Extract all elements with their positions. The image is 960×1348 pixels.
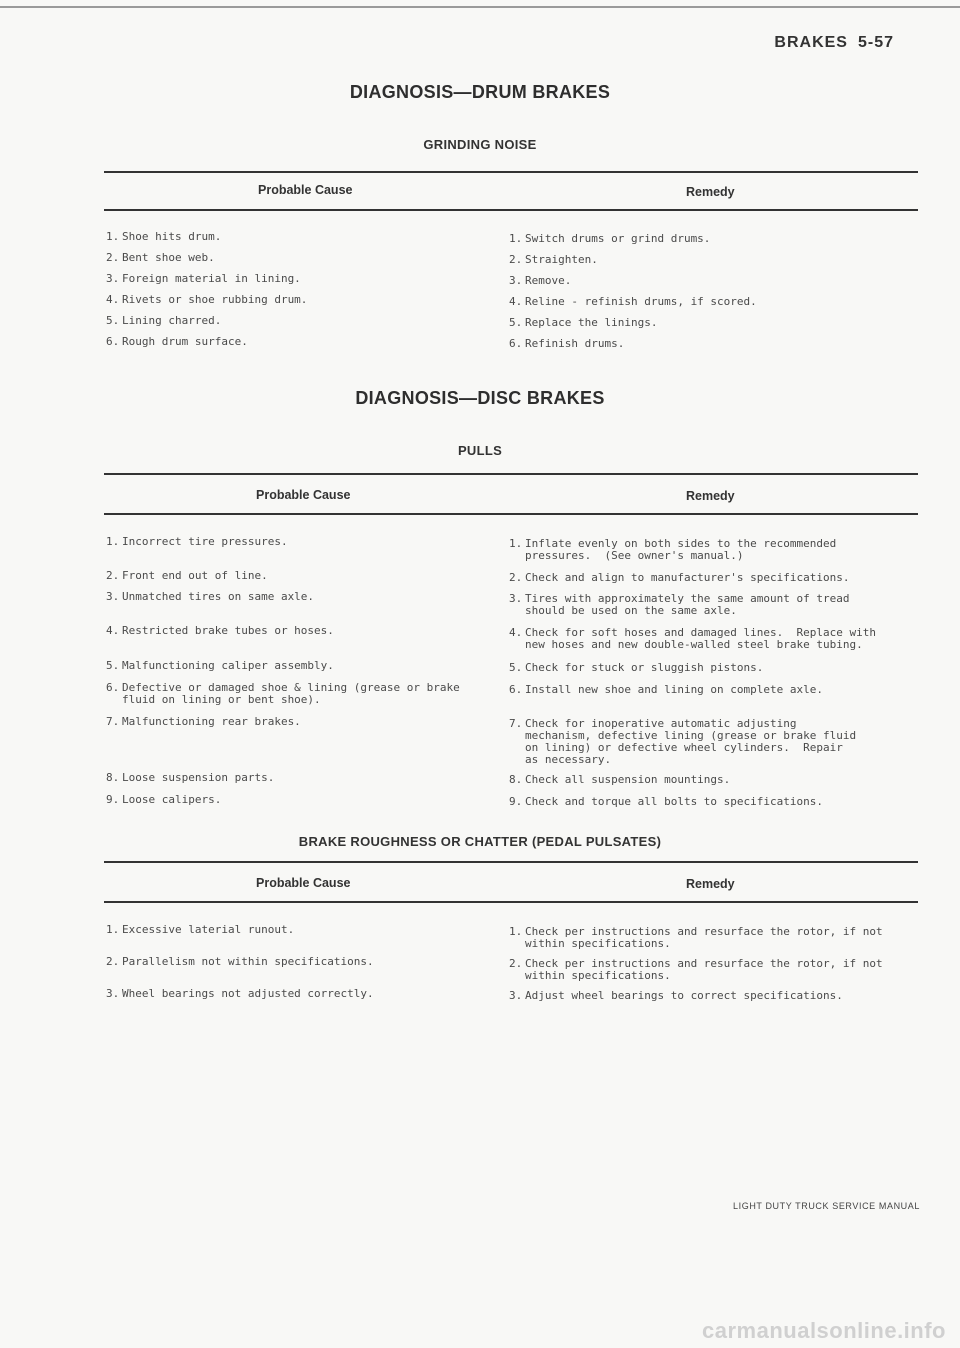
list-item [106, 794, 221, 806]
item-text: Malfunctioning rear brakes. [122, 715, 301, 728]
list-item [509, 627, 876, 651]
top-rule [0, 6, 960, 8]
pulls-subtitle: PULLS [457, 443, 503, 458]
drum-header-rule [104, 209, 918, 211]
list-item [509, 684, 823, 696]
item-text: Wheel bearings not adjusted correctly. [122, 987, 374, 1000]
item-number: 4. [509, 626, 523, 639]
item-text: Switch drums or grind drums. [525, 232, 711, 245]
drum-cause-header: Probable Cause [258, 183, 353, 197]
item-number: 8. [106, 771, 120, 784]
item-number: 7. [106, 715, 120, 728]
item-number: 6. [509, 337, 523, 350]
list-item [509, 958, 883, 982]
item-text: Excessive laterial runout. [122, 923, 295, 936]
item-text: Loose calipers. [122, 793, 222, 806]
list-item [106, 315, 221, 327]
item-text: Shoe hits drum. [122, 230, 222, 243]
list-item [509, 593, 850, 617]
list-item [106, 591, 314, 603]
item-text: Remove. [525, 274, 572, 287]
item-number: 2. [509, 571, 523, 584]
item-number: 3. [509, 274, 523, 287]
roughness-header-rule [104, 901, 918, 903]
item-text: Install new shoe and lining on complete axle. [525, 683, 824, 696]
drum-top-rule [104, 171, 918, 173]
header-page-number: 5-57 [857, 34, 894, 51]
list-item [106, 252, 215, 264]
item-number: 1. [509, 537, 523, 550]
page-header [764, 34, 894, 52]
item-text: Unmatched tires on same axle. [122, 590, 315, 603]
item-text: Front end out of line. [122, 569, 268, 582]
roughness-remedy-header: Remedy [686, 877, 735, 891]
drum-remedy-header: Remedy [686, 185, 735, 199]
item-number: 2. [509, 253, 523, 266]
item-number: 1. [106, 535, 120, 548]
item-number: 5. [106, 659, 120, 672]
item-number: 2. [106, 251, 120, 264]
item-text: Parallelism not within specifications. [122, 955, 374, 968]
list-item [106, 924, 294, 936]
item-text: Check and align to manufacturer's specifications. [525, 571, 850, 584]
item-text: Adjust wheel bearings to correct specifications. [525, 989, 843, 1002]
list-item [106, 336, 248, 348]
item-text: Restricted brake tubes or hoses. [122, 624, 334, 637]
item-number: 3. [509, 989, 523, 1002]
item-text: Bent shoe web. [122, 251, 215, 264]
drum-subtitle: GRINDING NOISE [423, 137, 537, 152]
item-number: 2. [106, 955, 120, 968]
pulls-header-rule [104, 513, 918, 515]
item-text: Rough drum surface. [122, 335, 248, 348]
item-text: Check and torque all bolts to specifications. [525, 795, 824, 808]
item-text: Reline - refinish drums, if scored. [525, 295, 757, 308]
list-item [106, 716, 301, 728]
item-text: Foreign material in lining. [122, 272, 301, 285]
item-number: 2. [509, 957, 523, 970]
item-number: 6. [106, 335, 120, 348]
item-number: 6. [509, 683, 523, 696]
item-text: Malfunctioning caliper assembly. [122, 659, 334, 672]
list-item [509, 275, 571, 287]
list-item [106, 660, 334, 672]
item-number: 4. [509, 295, 523, 308]
item-number: 3. [509, 592, 523, 605]
item-text: Tires with approximately the same amount of tread should be used on the same axle. [525, 592, 850, 617]
pulls-cause-header: Probable Cause [256, 488, 351, 502]
header-section: BRAKES [774, 34, 848, 51]
watermark: carmanualsonline.info [702, 1318, 946, 1343]
list-item [106, 682, 460, 706]
item-number: 3. [106, 987, 120, 1000]
pulls-top-rule [104, 473, 918, 475]
item-number: 9. [106, 793, 120, 806]
item-text: Lining charred. [122, 314, 222, 327]
item-number: 6. [106, 681, 120, 694]
item-number: 7. [509, 717, 523, 730]
item-number: 1. [509, 925, 523, 938]
list-item [106, 625, 334, 637]
item-number: 3. [106, 590, 120, 603]
item-text: Check all suspension mountings. [525, 773, 731, 786]
item-text: Incorrect tire pressures. [122, 535, 288, 548]
item-number: 8. [509, 773, 523, 786]
item-number: 4. [106, 293, 120, 306]
item-text: Straighten. [525, 253, 598, 266]
roughness-subtitle: BRAKE ROUGHNESS OR CHATTER (PEDAL PULSATES) [298, 834, 662, 849]
list-item [509, 990, 843, 1002]
item-text: Check for stuck or sluggish pistons. [525, 661, 764, 674]
list-item [509, 926, 883, 950]
disc-section-title: DIAGNOSIS—DISC BRAKES [355, 388, 605, 408]
roughness-top-rule [104, 861, 918, 863]
list-item [509, 662, 763, 674]
item-text: Defective or damaged shoe & lining (grease or brake fluid on lining or bent shoe). [122, 681, 460, 706]
pulls-remedy-header: Remedy [686, 489, 735, 503]
item-number: 5. [509, 316, 523, 329]
item-text: Refinish drums. [525, 337, 625, 350]
drum-section-title: DIAGNOSIS—DRUM BRAKES [349, 82, 611, 102]
item-number: 4. [106, 624, 120, 637]
item-number: 9. [509, 795, 523, 808]
list-item [106, 988, 374, 1000]
list-item [106, 772, 274, 784]
list-item [106, 956, 374, 968]
roughness-cause-header: Probable Cause [256, 876, 351, 890]
list-item [509, 718, 856, 766]
item-text: Inflate evenly on both sides to the recommended pressures. (See owner's manual.) [525, 537, 837, 562]
item-number: 5. [509, 661, 523, 674]
item-text: Replace the linings. [525, 316, 658, 329]
list-item [509, 538, 836, 562]
item-number: 5. [106, 314, 120, 327]
item-text: Check per instructions and resurface the rotor, if not within specifications. [525, 925, 883, 950]
list-item [509, 572, 850, 584]
list-item [509, 338, 624, 350]
list-item [106, 294, 307, 306]
item-number: 3. [106, 272, 120, 285]
list-item [106, 570, 268, 582]
item-text: Loose suspension parts. [122, 771, 275, 784]
list-item [509, 233, 710, 245]
list-item [106, 273, 301, 285]
item-text: Rivets or shoe rubbing drum. [122, 293, 308, 306]
list-item [509, 796, 823, 808]
item-text: Check for inoperative automatic adjusting mechanism, defective lining (grease or brake fluid on lining) or defective wheel cylinders. Repair as necessary. [525, 717, 857, 766]
list-item [509, 774, 730, 786]
list-item [509, 317, 657, 329]
item-number: 1. [106, 230, 120, 243]
list-item [509, 254, 598, 266]
item-number: 1. [106, 923, 120, 936]
item-text: Check per instructions and resurface the rotor, if not within specifications. [525, 957, 883, 982]
footer-manual-title: LIGHT DUTY TRUCK SERVICE MANUAL [733, 1201, 920, 1211]
list-item [509, 296, 757, 308]
list-item [106, 536, 288, 548]
item-number: 2. [106, 569, 120, 582]
item-number: 1. [509, 232, 523, 245]
list-item [106, 231, 221, 243]
item-text: Check for soft hoses and damaged lines. Replace with new hoses and new double-walled steel brake tubing. [525, 626, 876, 651]
